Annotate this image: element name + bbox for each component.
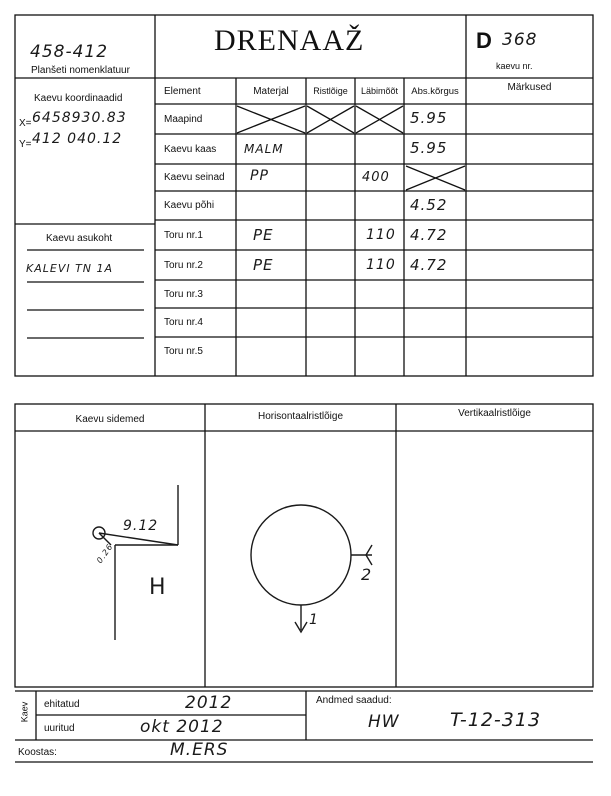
th-element: Element bbox=[164, 86, 201, 97]
compiled-value: M.ERS bbox=[170, 740, 229, 760]
abs-height-value: 5.95 bbox=[410, 139, 448, 157]
row-element: Kaevu põhi bbox=[164, 200, 215, 211]
material-value: PP bbox=[250, 168, 269, 184]
row-element: Kaevu seinad bbox=[164, 172, 225, 183]
abs-height-value: 5.95 bbox=[410, 109, 448, 127]
coords-y-value: 412 040.12 bbox=[32, 131, 123, 147]
diameter-value: 110 bbox=[366, 227, 396, 243]
built-value: 2012 bbox=[185, 693, 233, 713]
th-cross-section: Ristlõige bbox=[313, 86, 348, 96]
abs-height-value: 4.72 bbox=[410, 256, 448, 274]
diameter-value: 110 bbox=[366, 257, 396, 273]
location-label: Kaevu asukoht bbox=[46, 233, 113, 244]
row-element: Maapind bbox=[164, 114, 203, 125]
row-element: Toru nr.3 bbox=[164, 289, 203, 300]
data-from-label: Andmed saadud: bbox=[316, 695, 392, 706]
th-notes: Märkused bbox=[507, 82, 552, 93]
page-title: DRENAAŽ bbox=[214, 24, 365, 57]
sketch-header-ties: Kaevu sidemed bbox=[75, 414, 145, 425]
abs-height-value: 4.72 bbox=[410, 226, 448, 244]
built-label: ehitatud bbox=[44, 699, 80, 710]
diameter-value: 400 bbox=[362, 170, 390, 185]
row-element: Toru nr.4 bbox=[164, 317, 203, 328]
compiled-label: Koostas: bbox=[18, 747, 57, 758]
ties-sketch bbox=[93, 485, 178, 640]
well-number-value: 368 bbox=[502, 30, 538, 50]
material-value: PE bbox=[253, 256, 274, 274]
sketch-header-horizontal: Horisontaalristlõige bbox=[257, 411, 344, 422]
ties-letter: H bbox=[149, 575, 167, 600]
pipe-2-label: 2 bbox=[361, 565, 373, 584]
ties-distance: 9.12 bbox=[123, 518, 159, 534]
abs-height-value: 4.52 bbox=[410, 196, 448, 214]
location-value: KALEVI TN 1A bbox=[26, 262, 114, 275]
coords-x-value: 6458930.83 bbox=[32, 110, 127, 126]
well-number-label: kaevu nr. bbox=[496, 61, 533, 71]
th-abs-height: Abs.kõrgus bbox=[411, 86, 459, 97]
row-element: Toru nr.1 bbox=[164, 230, 203, 241]
nomenclature-label: Planšeti nomenklatuur bbox=[31, 65, 130, 76]
row-element: Toru nr.2 bbox=[164, 260, 203, 271]
row-element: Toru nr.5 bbox=[164, 346, 203, 357]
pipe-1-label: 1 bbox=[309, 612, 319, 628]
data-from-who: HW bbox=[368, 712, 400, 732]
nomenclature-value: 458-412 bbox=[30, 42, 109, 62]
checked-label: uuritud bbox=[44, 723, 75, 734]
th-material: Materjal bbox=[253, 86, 289, 97]
footer-side-label: Kaev bbox=[19, 701, 30, 723]
coords-label: Kaevu koordinaadid bbox=[34, 93, 123, 104]
ties-small-distance: 0.26 bbox=[94, 541, 115, 566]
coords-x-label: X= bbox=[19, 118, 32, 129]
material-value: MALM bbox=[244, 142, 284, 156]
well-prefix: D bbox=[476, 28, 492, 53]
material-value: PE bbox=[253, 226, 274, 244]
data-from-ref: T-12-313 bbox=[450, 709, 542, 731]
row-element: Kaevu kaas bbox=[164, 144, 217, 155]
checked-value: okt 2012 bbox=[140, 717, 224, 737]
th-diameter: Läbimõõt bbox=[360, 86, 399, 96]
sketch-header-vertical: Vertikaalristlõige bbox=[458, 408, 531, 419]
coords-y-label: Y= bbox=[19, 139, 32, 150]
